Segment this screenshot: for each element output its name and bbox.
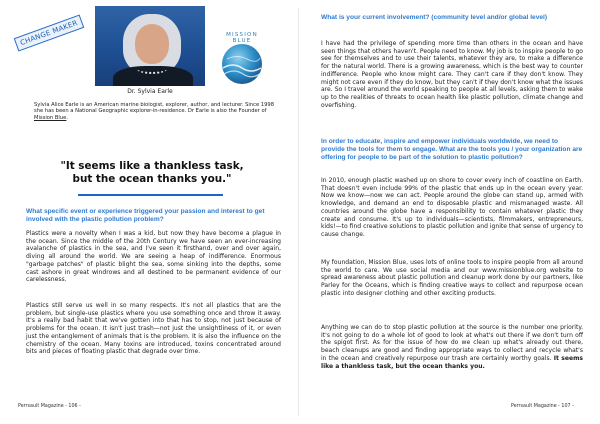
mission-blue-globe-icon: [217, 38, 267, 94]
right-page: [299, 0, 600, 424]
answer-paragraph: Anything we can do to stop plastic pollution at the source is the number one priority. It's not going to do a whole lot of good to look at what's out there if we don't turn off the spigot first. As for the issue of how do we clean up what's already out there, beach cleanups are good and finding appropriate ways to collect and recycle what's in the ocean and creatively repurpose our trash are certainly worthy goals. It seems like a thankless task, but the ocean thanks you.: [321, 324, 583, 370]
mission-blue-logo-icon: [217, 32, 267, 94]
bio-text: Sylvia Alice Earle is an American marine biologist, explorer, author, and lecturer. Since 1998 she has been a National Geographic explorer-in-residence. Dr Earle is also the Founder of: [34, 102, 275, 115]
left-page: [0, 0, 298, 424]
page-footer-right: Perrsault Magazine - 107 -: [511, 404, 574, 409]
closing-quote: It seems like a thankless task, but the ocean thanks you.: [321, 354, 583, 370]
question-heading: What specific event or experience triggered your passion and interest to get involved with the plastic pollution problem?: [26, 208, 265, 223]
answer-paragraph: I have had the privilege of spending more time than others in the ocean and have seen things that others haven't. People need to know. My job is to inspire people to go see for themselves and to use their talents, whatever they are, to make a difference for the natural world. There is a growing awareness, which is the best way to counter indifference. People who know might care. They can't care if they don't know. They might not care even if they do know, but they can't if they don't know what the issues are. So I travel around the world speaking to people at all levels, asking them to wake up to the realities of threats to ocean health like plastic pollution, climate change and overfishing.: [321, 40, 583, 109]
answer-paragraph: Plastics were a novelty when I was a kid, but now they have become a plague in the ocean. Since the middle of the 20th Century we have seen an ever-increasing avalanche of plastics in the sea, and I've seen it firsthand, over and over again, diving all around the world. We are seeing a heap of indifference. Enormous "garbage patches" of plastic blight the sea, some sinking into the depths, some cast ashore in great windrows and all destined to be permanent evidence of our carelessness.: [26, 230, 281, 284]
question-heading: In order to educate, inspire and empower individuals worldwide, we need to provide the tools for them to engage. What are the tools you / your organization are offering for people to be part of the solution to plastic pollution?: [321, 138, 583, 161]
pull-quote: "It seems like a thankless task, but the ocean thanks you.": [60, 160, 244, 185]
answer-paragraph: In 2010, enough plastic washed up on shore to cover every inch of coastline on Earth. That doesn't even include 99% of the plastic that ends up in the ocean every year. Now we know—now we can act. People around the globe can stand up, armed with knowledge, and demand an end to disposable plastic and mismanaged waste. All countries around the globe have a responsibility to contain whatever plastic they create and consume. It's up to individuals—scientists, filmmakers, entrepreneurs, kids!—to find creative solutions to plastic pollution and ignite that sense of urgency to cause change.: [321, 177, 583, 238]
logo-text: MISSION BLUE: [226, 32, 258, 44]
quote-divider: [78, 194, 223, 196]
page-footer-left: Perrsault Magazine - 106 -: [18, 404, 81, 409]
author-bio: Sylvia Alice Earle is an American marine biologist, explorer, author, and lecturer. Since 1998 she has been a National Geographic explorer-in-residence. Dr Earle is also the Founder of Mission Blue.: [34, 102, 275, 121]
question-heading: What is your current involvement? (community level and/or global level): [321, 14, 548, 21]
answer-paragraph: Plastics still serve us well in so many respects. It's not all plastics that are the problem, but single-use plastics where you use something once and throw it away. It's a really bad habit that we've gotten into that has to stop, not just because of problems for the ocean. It isn't just trash—not just the unsightliness of it, or even just the entanglement of animals that is the problem. It is also the influence on the chemistry of the ocean. Many toxins are introduced, toxins concentrated around bits and pieces of floating plastic that degrade over time.: [26, 302, 281, 356]
photo-caption: Dr. Sylvia Earle: [127, 88, 173, 95]
answer-paragraph: My foundation, Mission Blue, uses lots of online tools to inspire people from all around the world to care. We use social media and our www.missionblue.org website to spread awareness about plastic pollution and cleanup work done by our partners, like Parley for the Oceans, which is finding creative ways to collect and repurpose ocean plastic into designer clothing and other exciting products.: [321, 259, 583, 297]
mission-blue-link[interactable]: Mission Blue: [34, 114, 67, 121]
portrait-photo: [95, 6, 205, 86]
change-maker-stamp: CHANGE MAKER: [14, 14, 85, 51]
